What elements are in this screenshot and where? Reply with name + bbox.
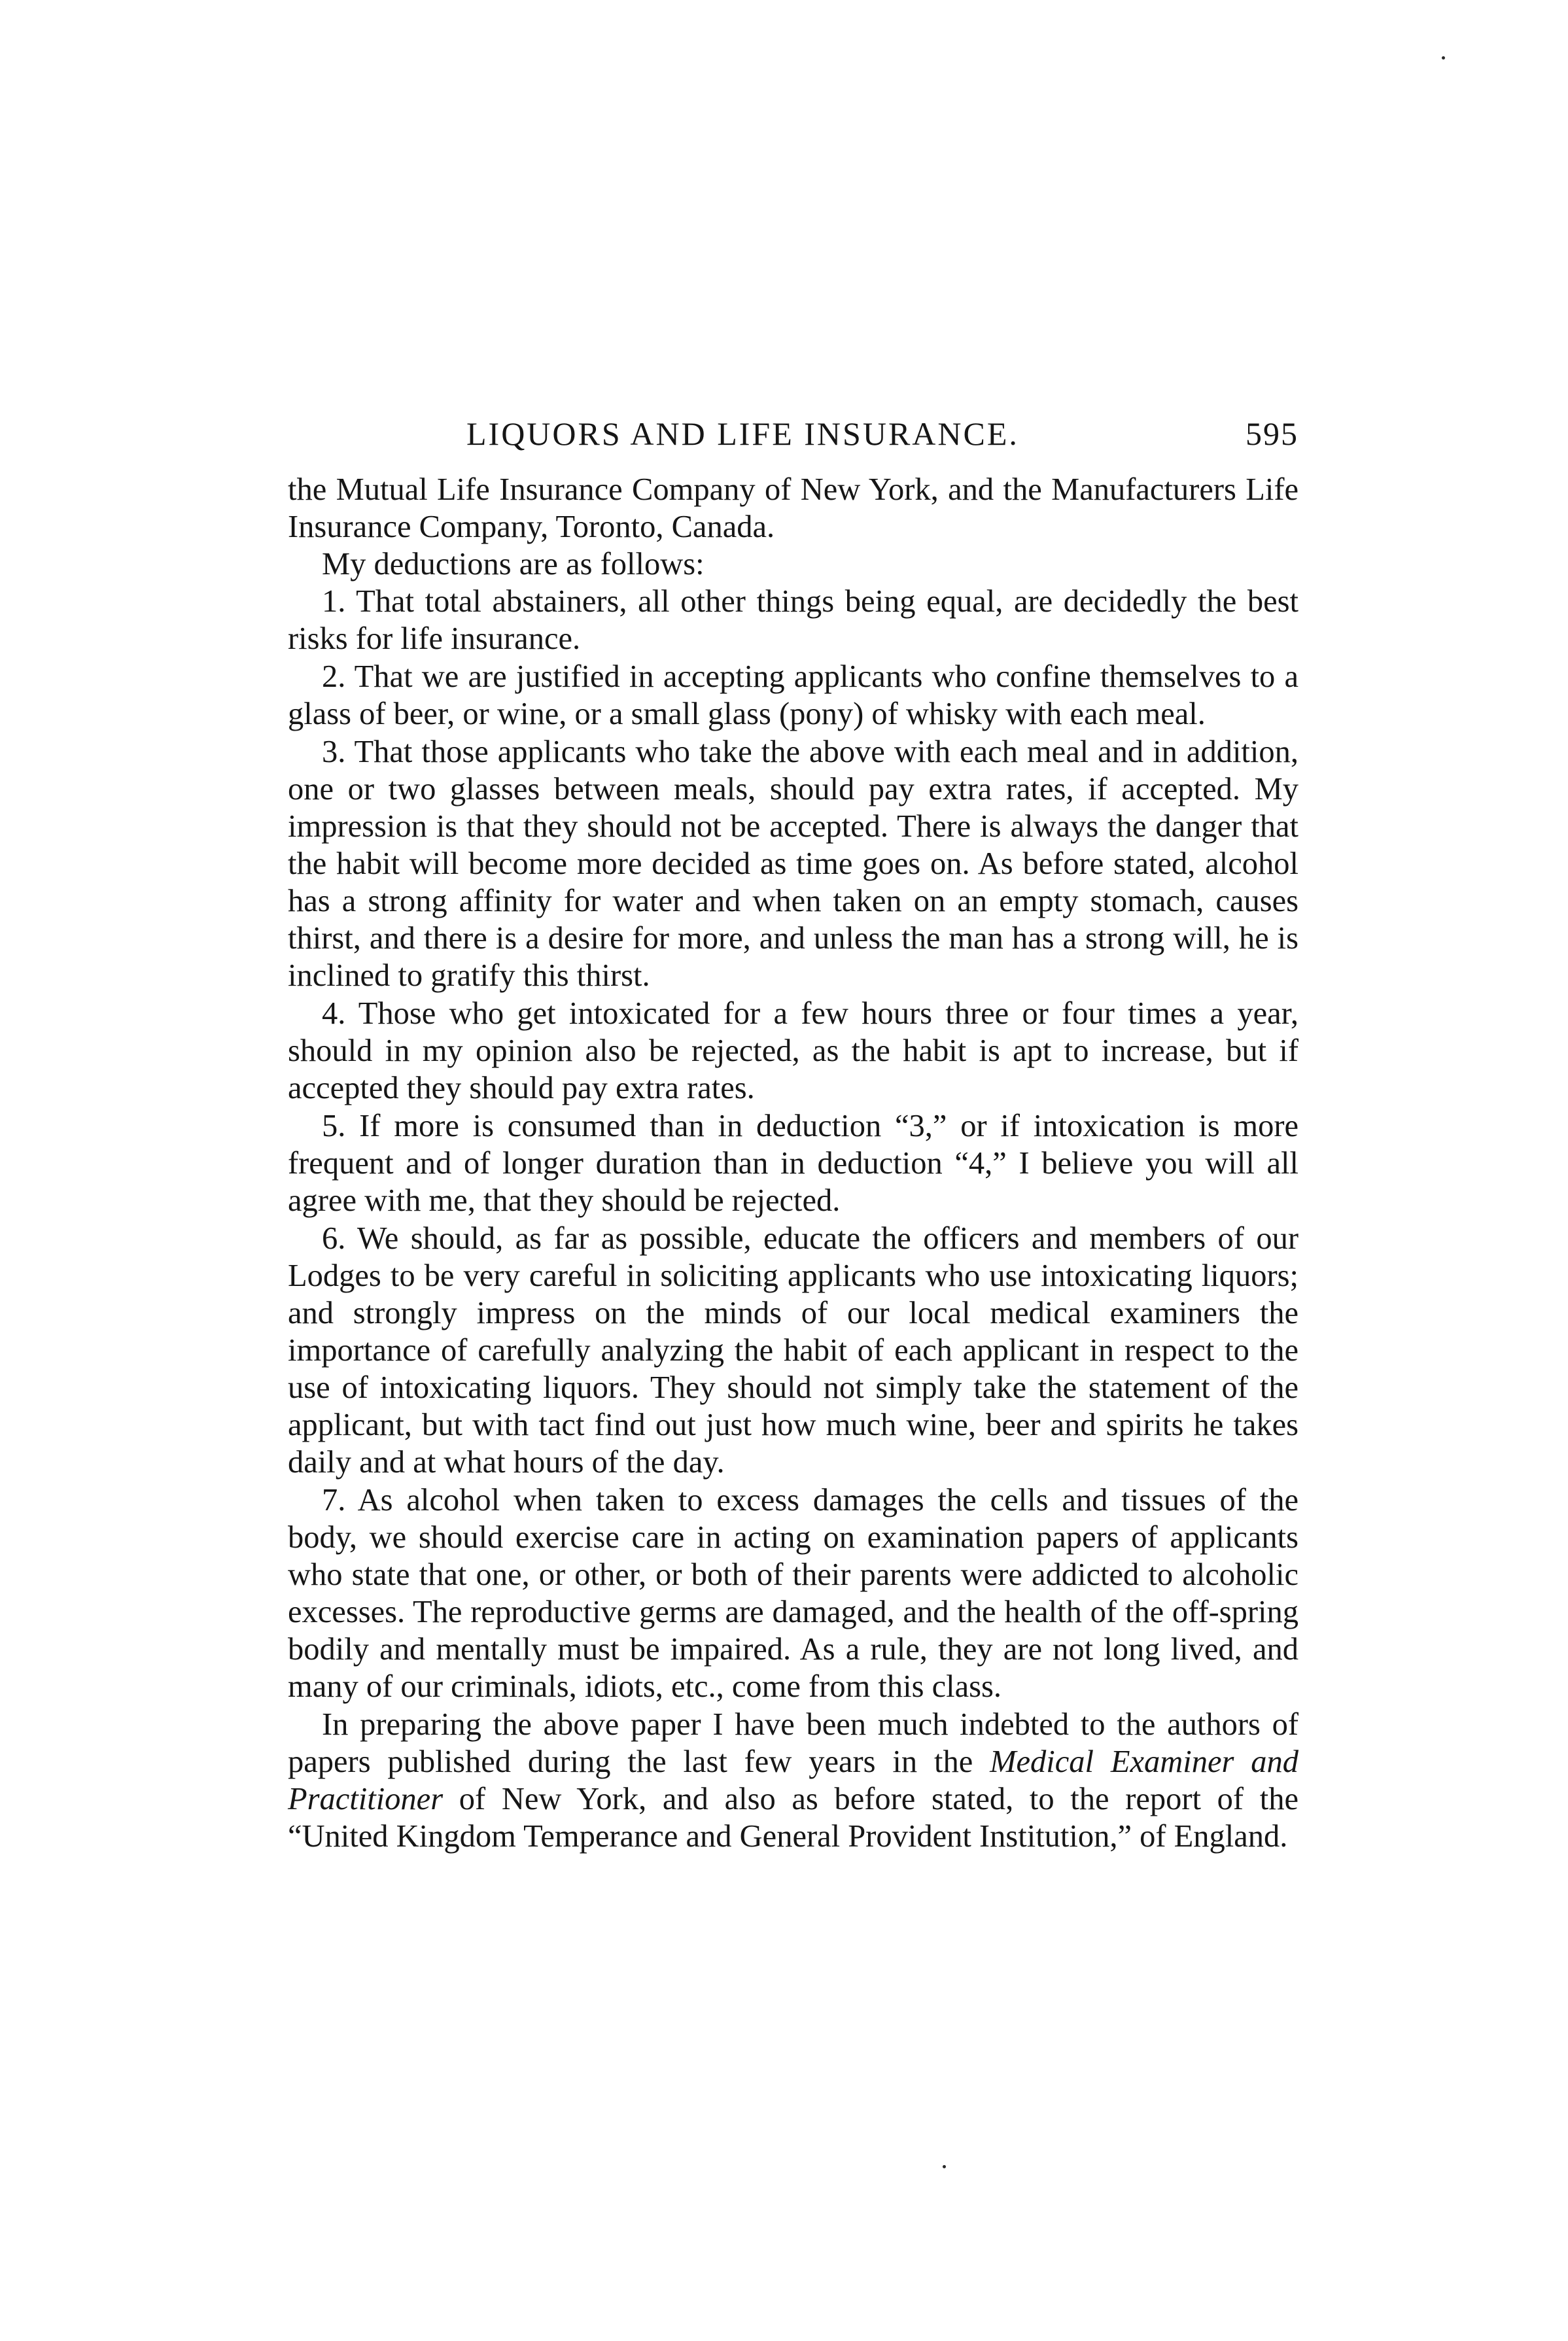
paragraph-closing	[288, 1706, 1298, 1855]
deduction-item-2: 2. That we are justified in accepting applicants who confine themselves to a glass of beer, or wine, or a small glass (pony) of whisky with each meal.	[288, 659, 1298, 731]
closing-text-before: In preparing the above paper I have been much indebted to the authors of papers published during the last few years in the	[288, 1707, 1298, 1779]
journal-title: Medical Examiner and Practitioner	[288, 1744, 1298, 1816]
page-header	[288, 411, 1298, 457]
paper-speck	[1442, 56, 1445, 60]
body-text	[288, 471, 1298, 1855]
deduction-item-1: 1. That total abstainers, all other things being equal, are decidedly the best risks for life insurance.	[288, 584, 1298, 656]
paper-speck	[943, 2165, 946, 2168]
deduction-item-4: 4. Those who get intoxicated for a few hours three or four times a year, should in my opinion also be rejected, as the habit is apt to increase, but if accepted they should pay extra rates.	[288, 996, 1298, 1105]
deduction-item-6: 6. We should, as far as possible, educate the officers and members of our Lodges to be very careful in soliciting applicants who use intoxicating liquors; and strongly impress on the minds of our local medical examiners the importance of carefully analyzing the habit of each applicant in respect to the use of intoxicating liquors. They should not simply take the statement of the applicant, but with tact find out just how much wine, beer and spirits he takes daily and at what hours of the day.	[288, 1221, 1298, 1480]
deduction-item-3: 3. That those applicants who take the above with each meal and in addition, one or two glasses between meals, should pay extra rates, if accepted. My impression is that they should not be accepted. There is always the danger that the habit will become more decided as time goes on. As before stated, alcohol has a strong affinity for water and when taken on an empty stomach, causes thirst, and there is a desire for more, and unless the man has a strong will, he is inclined to gratify this thirst.	[288, 735, 1298, 993]
deduction-item-5: 5. If more is consumed than in deduction “3,” or if intoxication is more frequent and of longer duration than in deduction “4,” I believe you will all agree with me, that they should be rejected.	[288, 1109, 1298, 1218]
deduction-item-7: 7. As alcohol when taken to excess damages the cells and tissues of the body, we should exercise care in acting on examination papers of applicants who state that one, or other, or both of their parents were addicted to alcoholic excesses. The reproductive germs are damaged, and the health of the off-spring bodily and mentally must be impaired. As a rule, they are not long lived, and many of our criminals, idiots, etc., come from this class.	[288, 1483, 1298, 1704]
paragraph-intro: the Mutual Life Insurance Company of New York, and the Manufacturers Life Insurance Company, Toronto, Canada.	[288, 472, 1298, 544]
paragraph-deductions: My deductions are as follows:	[322, 547, 705, 581]
closing-text-after: of New York, and also as before stated, to the report of the “United Kingdom Temperance and General Provident Institution,” of England.	[288, 1782, 1298, 1854]
running-title: LIQUORS AND LIFE INSURANCE.	[466, 415, 1019, 452]
page-number: 595	[1246, 415, 1298, 452]
